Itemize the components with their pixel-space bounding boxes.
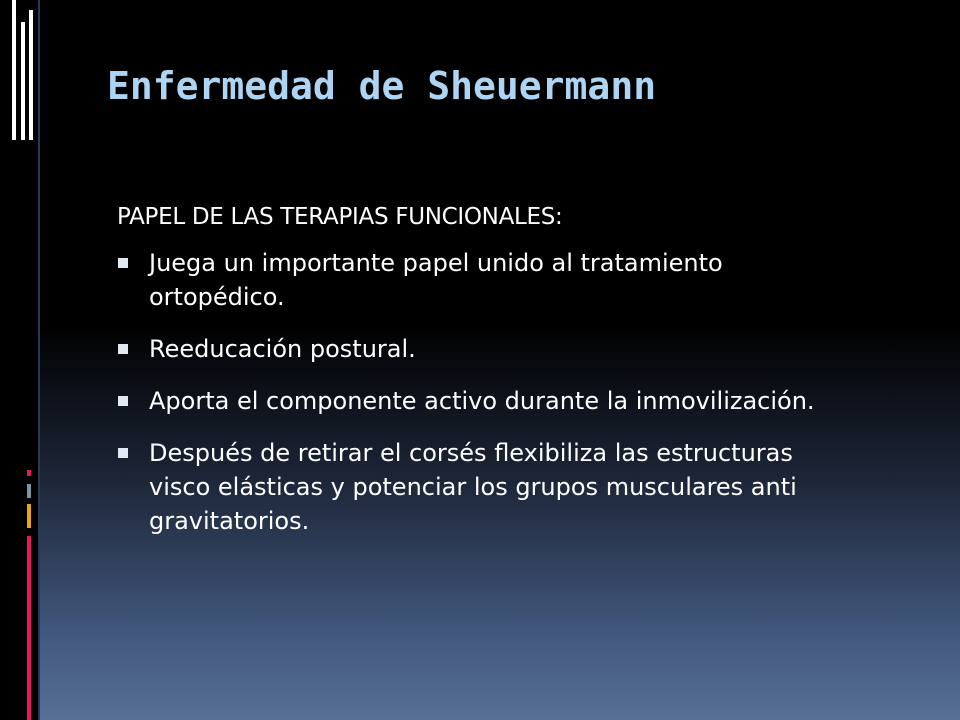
bullet-item [117, 384, 839, 418]
square-bullet-icon [118, 448, 128, 458]
bullet-text: Después de retirar el corsés flexibiliza las estructuras visco elásticas y potenciar los grupos musculares anti gravitatorios. [149, 439, 797, 535]
decorative-mark-pink [27, 536, 31, 720]
slide-content [117, 198, 917, 556]
bullet-item [117, 246, 839, 314]
square-bullet-icon [118, 344, 128, 354]
bullet-text: Juega un importante papel unido al tratamiento ortopédico. [149, 249, 723, 311]
bullet-text: Aporta el componente activo durante la inmovilización. [149, 387, 815, 415]
left-accent-line [38, 0, 40, 720]
slide-title: Enfermedad de Sheuermann [107, 64, 657, 108]
decorative-mark-amber [27, 504, 31, 528]
bullet-item [117, 332, 839, 366]
square-bullet-icon [118, 258, 128, 268]
bullet-item [117, 436, 839, 538]
slide-subheading: PAPEL DE LAS TERAPIAS FUNCIONALES: [117, 204, 563, 230]
decorative-bar [29, 10, 33, 140]
decorative-bar [21, 22, 25, 140]
decorative-mark-pink [27, 470, 31, 476]
decorative-mark-gray [27, 484, 31, 498]
square-bullet-icon [118, 396, 128, 406]
bullet-list [117, 246, 917, 538]
decorative-bar [12, 0, 16, 140]
bullet-text: Reeducación postural. [149, 335, 416, 363]
